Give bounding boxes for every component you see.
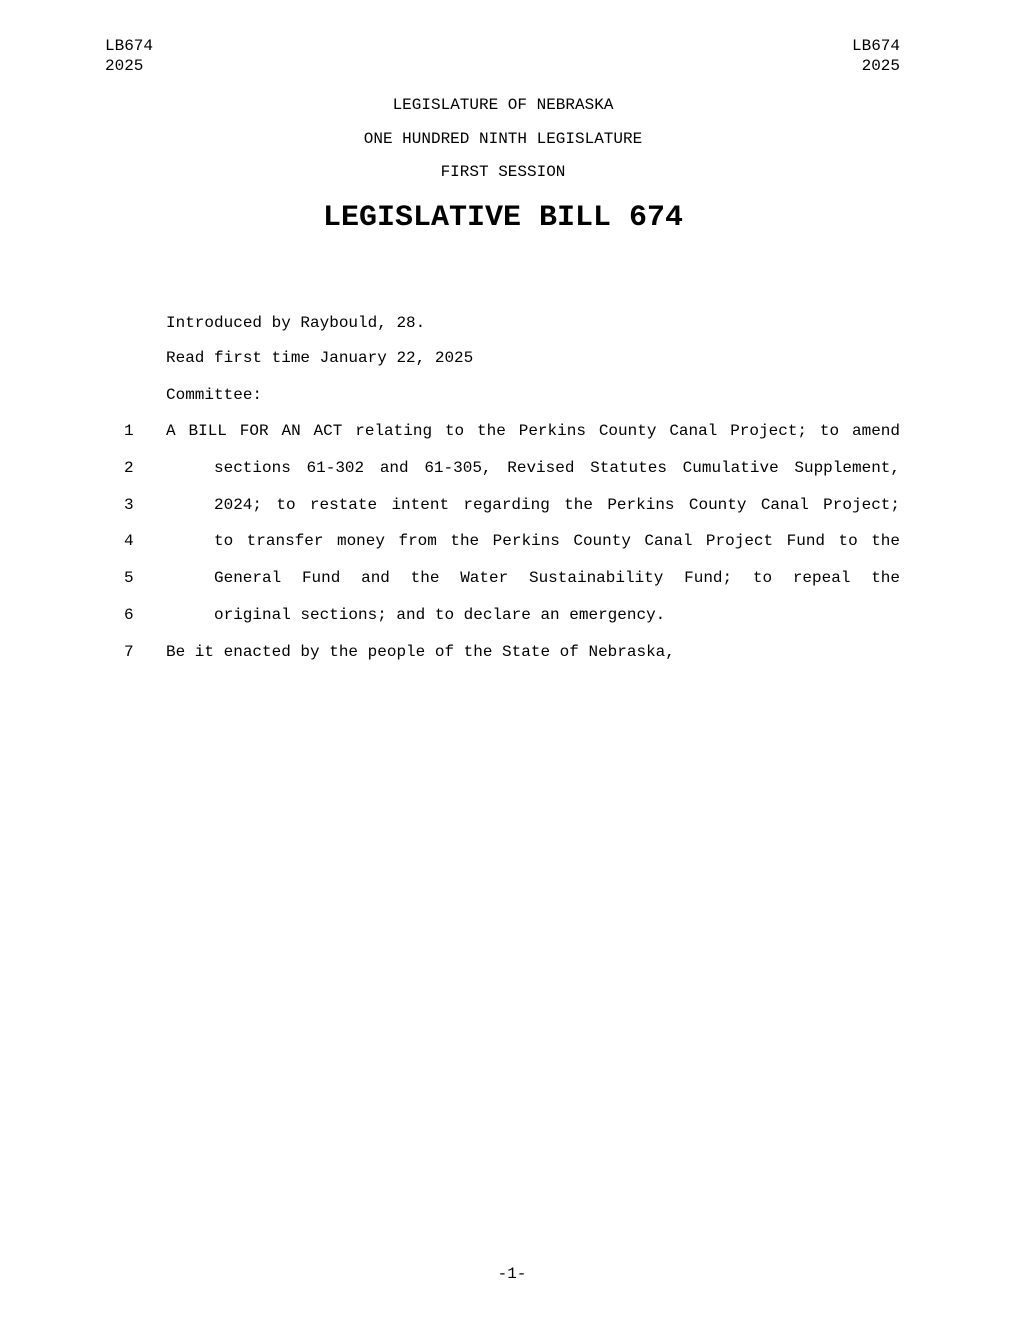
year-right: 2025 <box>861 57 900 75</box>
line-number: 2 <box>124 458 134 477</box>
bill-id-left: LB674 <box>105 37 154 55</box>
committee-label: Committee: <box>166 386 263 404</box>
introduced-by: Introduced by Raybould, 28. <box>166 314 426 332</box>
bill-title: LEGISLATIVE BILL 674 <box>322 201 684 235</box>
line-number: 7 <box>124 642 134 661</box>
line-text: original sections; and to declare an emergency. <box>214 605 666 624</box>
header-right <box>852 36 900 76</box>
bill-text <box>0 421 1024 679</box>
bill-line <box>0 495 1024 532</box>
line-text: to transfer money from the Perkins County Canal Project Fund to the <box>214 532 900 551</box>
line-text: A BILL FOR AN ACT relating to the Perkins County Canal Project; to amend <box>166 422 900 440</box>
line-text: Be it enacted by the people of the State of Nebraska, <box>166 642 675 661</box>
line-text: 2024; to restate intent regarding the Perkins County Canal Project; <box>214 495 900 514</box>
session-name-heading: ONE HUNDRED NINTH LEGISLATURE <box>363 130 643 148</box>
bill-line <box>0 605 1024 642</box>
header-left <box>105 36 153 76</box>
bill-id-right: LB674 <box>851 37 900 55</box>
line-number: 1 <box>124 422 134 440</box>
page-number: -1- <box>497 1265 527 1283</box>
bill-line <box>0 458 1024 495</box>
line-number: 5 <box>124 569 134 588</box>
session-heading: FIRST SESSION <box>440 163 566 181</box>
bill-line <box>0 531 1024 568</box>
line-text: sections 61-302 and 61-305, Revised Statutes Cumulative Supplement, <box>214 458 900 477</box>
line-number: 6 <box>124 605 134 624</box>
read-first-time: Read first time January 22, 2025 <box>166 349 474 367</box>
year-left: 2025 <box>105 57 144 75</box>
legislature-heading: LEGISLATURE OF NEBRASKA <box>392 96 614 114</box>
line-text: General Fund and the Water Sustainability Fund; to repeal the <box>214 569 900 588</box>
bill-line <box>0 421 1024 458</box>
bill-line <box>0 568 1024 605</box>
line-number: 4 <box>124 532 134 551</box>
line-number: 3 <box>124 495 134 514</box>
bill-line <box>0 642 1024 679</box>
